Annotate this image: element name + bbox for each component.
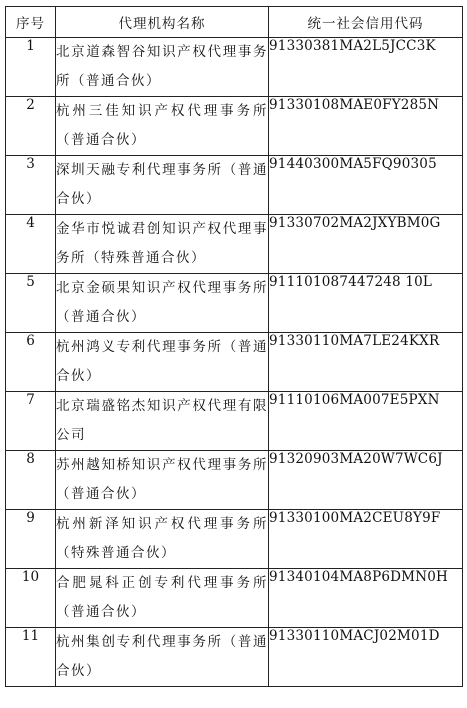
table-row — [6, 628, 463, 687]
table-row — [6, 392, 463, 451]
credit-code: 91330110MACJ02M01D — [269, 628, 463, 687]
agency-name: 北京金硕果知识产权代理事务所（普通合伙） — [56, 274, 269, 333]
agency-name: 北京道森智谷知识产权代理事务所（普通合伙） — [56, 38, 269, 97]
serial-number: 8 — [6, 451, 56, 510]
credit-code: 91110106MA007E5PXN — [269, 392, 463, 451]
credit-code: 91340104MA8P6DMN0H — [269, 569, 463, 628]
serial-number: 5 — [6, 274, 56, 333]
agency-name: 合肥晁科正创专利代理事务所（普通合伙） — [56, 569, 269, 628]
credit-code: 911101087447248 10L — [269, 274, 463, 333]
table-row — [6, 38, 463, 97]
agency-table — [5, 6, 463, 687]
table-row — [6, 569, 463, 628]
credit-code: 91330110MA7LE24KXR — [269, 333, 463, 392]
agency-name: 深圳天融专利代理事务所（普通合伙） — [56, 156, 269, 215]
credit-code: 91330100MA2CEU8Y9F — [269, 510, 463, 569]
table-row — [6, 510, 463, 569]
serial-number: 4 — [6, 215, 56, 274]
credit-code: 91330702MA2JXYBM0G — [269, 215, 463, 274]
agency-name: 杭州鸿义专利代理事务所（普通合伙） — [56, 333, 269, 392]
header-agency-name: 代理机构名称 — [56, 7, 269, 38]
agency-name: 杭州新泽知识产权代理事务所（特殊普通合伙） — [56, 510, 269, 569]
table-header — [6, 7, 463, 38]
credit-code: 91330108MAE0FY285N — [269, 97, 463, 156]
credit-code: 91440300MA5FQ90305 — [269, 156, 463, 215]
agency-name: 金华市悦诚君创知识产权代理事务所（特殊普通合伙） — [56, 215, 269, 274]
serial-number: 2 — [6, 97, 56, 156]
serial-number: 10 — [6, 569, 56, 628]
header-row — [6, 7, 463, 38]
table-row — [6, 156, 463, 215]
serial-number: 6 — [6, 333, 56, 392]
table-row — [6, 451, 463, 510]
table-body — [6, 38, 463, 687]
serial-number: 3 — [6, 156, 56, 215]
table-row — [6, 333, 463, 392]
table-row — [6, 215, 463, 274]
serial-number: 11 — [6, 628, 56, 687]
serial-number: 7 — [6, 392, 56, 451]
agency-name: 杭州三佳知识产权代理事务所（普通合伙） — [56, 97, 269, 156]
agency-name: 北京瑞盛铭杰知识产权代理有限公司 — [56, 392, 269, 451]
header-serial-number: 序号 — [6, 7, 56, 38]
credit-code: 91320903MA20W7WC6J — [269, 451, 463, 510]
credit-code: 91330381MA2L5JCC3K — [269, 38, 463, 97]
table-row — [6, 274, 463, 333]
table-row — [6, 97, 463, 156]
agency-name: 苏州越知桥知识产权代理事务所（普通合伙） — [56, 451, 269, 510]
serial-number: 1 — [6, 38, 56, 97]
agency-name: 杭州集创专利代理事务所（普通合伙） — [56, 628, 269, 687]
header-credit-code: 统一社会信用代码 — [269, 7, 463, 38]
serial-number: 9 — [6, 510, 56, 569]
